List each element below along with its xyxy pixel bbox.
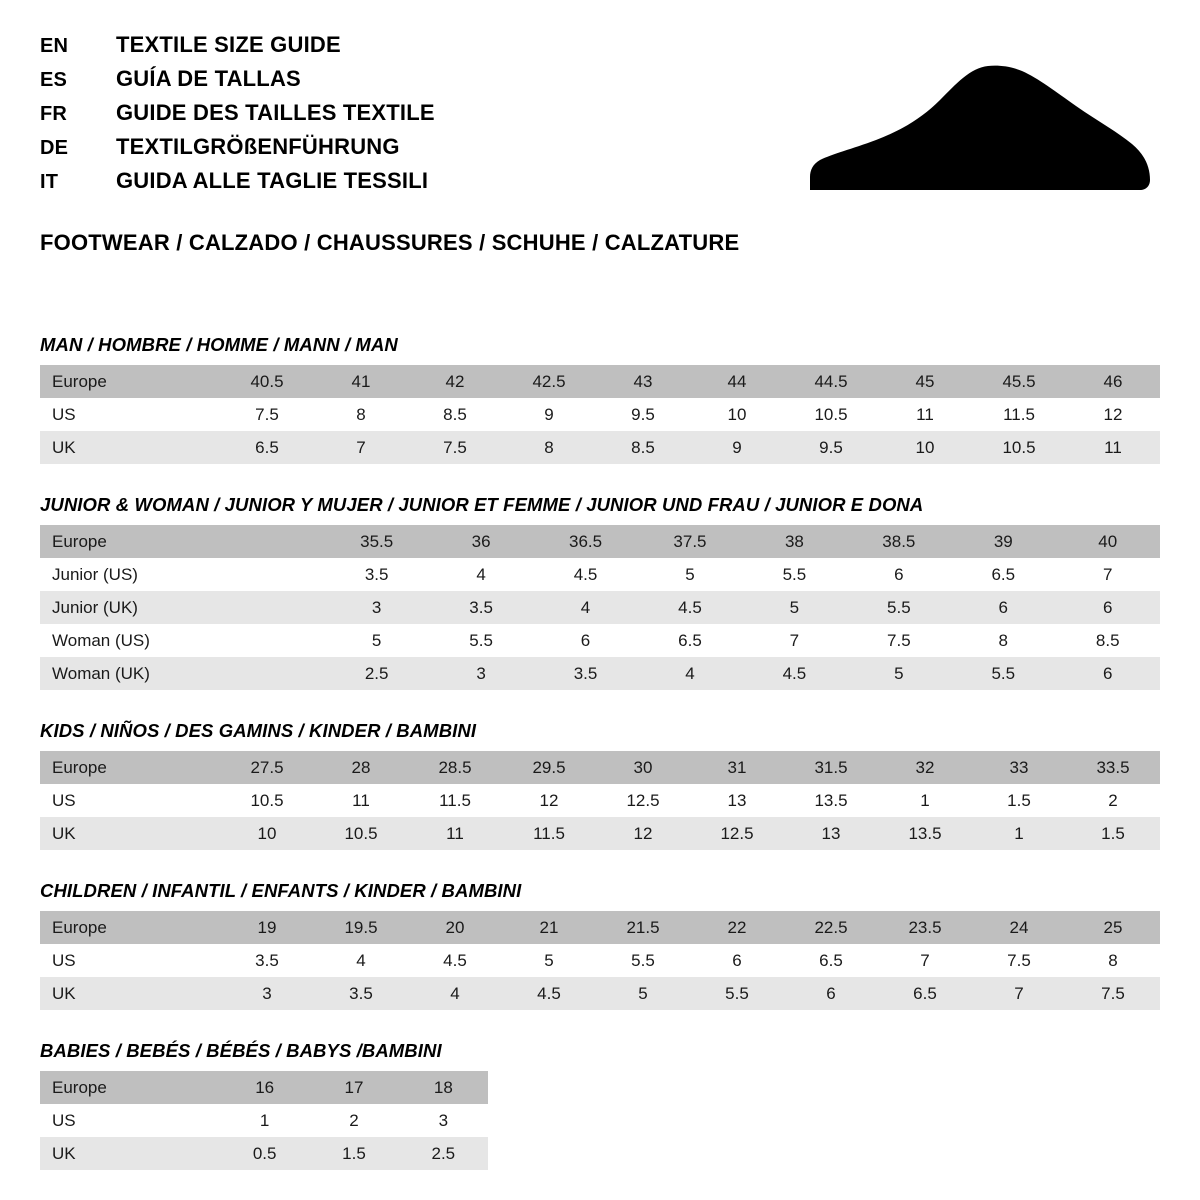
size-cell: 36 xyxy=(429,525,533,558)
size-cell: 7.5 xyxy=(1066,977,1160,1010)
row-label: Europe xyxy=(40,1071,220,1104)
size-cell: 24 xyxy=(972,911,1066,944)
size-cell: 7.5 xyxy=(408,431,502,464)
language-title: TEXTILE SIZE GUIDE xyxy=(116,32,341,57)
size-cell: 12.5 xyxy=(690,817,784,850)
size-cell xyxy=(220,657,324,690)
header xyxy=(40,34,1160,204)
size-section xyxy=(40,1040,1160,1170)
size-cell: 5 xyxy=(502,944,596,977)
size-cell: 22.5 xyxy=(784,911,878,944)
size-cell: 13.5 xyxy=(784,784,878,817)
size-cell: 5 xyxy=(596,977,690,1010)
table-row xyxy=(40,624,1160,657)
size-cell: 5.5 xyxy=(847,591,951,624)
size-cell: 5 xyxy=(638,558,742,591)
size-cell: 6.5 xyxy=(784,944,878,977)
size-cell: 2 xyxy=(309,1104,398,1137)
size-cell: 4.5 xyxy=(742,657,846,690)
size-cell: 8.5 xyxy=(596,431,690,464)
size-cell: 7 xyxy=(1056,558,1161,591)
row-label: US xyxy=(40,784,220,817)
language-code: ES xyxy=(40,69,68,91)
shoe-illustration xyxy=(800,34,1160,192)
size-cell: 32 xyxy=(878,751,972,784)
size-cell: 20 xyxy=(408,911,502,944)
size-cell: 11.5 xyxy=(972,398,1066,431)
row-label: Junior (US) xyxy=(40,558,220,591)
size-cell: 33.5 xyxy=(1066,751,1160,784)
language-title: TEXTILGRÖßENFÜHRUNG xyxy=(116,134,400,159)
size-cell: 27.5 xyxy=(220,751,314,784)
language-code: FR xyxy=(40,103,68,125)
size-cell: 1 xyxy=(878,784,972,817)
size-cell: 5.5 xyxy=(429,624,533,657)
size-cell: 1 xyxy=(972,817,1066,850)
size-cell: 0.5 xyxy=(220,1137,309,1170)
language-row xyxy=(40,34,435,56)
table-row xyxy=(40,817,1160,850)
size-cell: 13 xyxy=(690,784,784,817)
size-cell: 2.5 xyxy=(399,1137,488,1170)
size-cell: 11 xyxy=(1066,431,1160,464)
size-cell: 3.5 xyxy=(324,558,428,591)
size-cell: 11 xyxy=(408,817,502,850)
language-code: IT xyxy=(40,171,59,193)
size-cell: 7.5 xyxy=(972,944,1066,977)
size-cell: 44.5 xyxy=(784,365,878,398)
size-cell: 6.5 xyxy=(951,558,1055,591)
row-label: US xyxy=(40,1104,220,1137)
language-row xyxy=(40,102,435,124)
section-title: JUNIOR & WOMAN / JUNIOR Y MUJER / JUNIOR ET FEMME / JUNIOR UND FRAU / JUNIOR E DONA xyxy=(40,494,924,515)
size-cell: 36.5 xyxy=(533,525,637,558)
row-label: Europe xyxy=(40,911,220,944)
language-row xyxy=(40,170,435,192)
size-cell: 3.5 xyxy=(314,977,408,1010)
size-table xyxy=(40,751,1160,850)
language-title: GUÍA DE TALLAS xyxy=(116,66,301,91)
size-cell: 8 xyxy=(1066,944,1160,977)
size-cell: 37.5 xyxy=(638,525,742,558)
size-table xyxy=(40,525,1160,690)
size-cell: 17 xyxy=(309,1071,398,1104)
section-title: CHILDREN / INFANTIL / ENFANTS / KINDER / BAMBINI xyxy=(40,880,522,901)
size-cell: 4 xyxy=(638,657,742,690)
size-cell: 5 xyxy=(742,591,846,624)
size-cell: 3.5 xyxy=(533,657,637,690)
size-cell: 42 xyxy=(408,365,502,398)
size-cell: 1.5 xyxy=(1066,817,1160,850)
size-cell: 41 xyxy=(314,365,408,398)
size-cell: 21.5 xyxy=(596,911,690,944)
language-code: DE xyxy=(40,137,69,159)
size-cell: 4 xyxy=(408,977,502,1010)
size-cell xyxy=(220,591,324,624)
size-cell: 5 xyxy=(847,657,951,690)
size-cell: 6.5 xyxy=(220,431,314,464)
size-cell: 1.5 xyxy=(972,784,1066,817)
table-row xyxy=(40,1071,488,1104)
size-cell: 31 xyxy=(690,751,784,784)
table-row xyxy=(40,365,1160,398)
size-cell: 11 xyxy=(878,398,972,431)
size-cell: 10.5 xyxy=(784,398,878,431)
table-row xyxy=(40,431,1160,464)
size-cell: 4 xyxy=(314,944,408,977)
size-cell: 6 xyxy=(1056,591,1161,624)
size-cell: 25 xyxy=(1066,911,1160,944)
size-cell: 45 xyxy=(878,365,972,398)
size-cell: 2 xyxy=(1066,784,1160,817)
size-section xyxy=(40,880,1160,1010)
table-row xyxy=(40,1104,488,1137)
size-table xyxy=(40,365,1160,464)
table-row xyxy=(40,911,1160,944)
size-cell: 4 xyxy=(533,591,637,624)
table-row xyxy=(40,591,1160,624)
size-section xyxy=(40,720,1160,850)
size-cell: 8 xyxy=(314,398,408,431)
size-cell: 10 xyxy=(690,398,784,431)
size-table xyxy=(40,1071,488,1170)
size-cell: 11.5 xyxy=(502,817,596,850)
size-cell: 45.5 xyxy=(972,365,1066,398)
size-cell: 28 xyxy=(314,751,408,784)
size-cell: 9 xyxy=(690,431,784,464)
size-cell: 2.5 xyxy=(324,657,428,690)
size-cell: 35.5 xyxy=(324,525,428,558)
size-cell: 40.5 xyxy=(220,365,314,398)
table-row xyxy=(40,784,1160,817)
size-cell: 44 xyxy=(690,365,784,398)
size-cell: 1 xyxy=(220,1104,309,1137)
size-cell: 11.5 xyxy=(408,784,502,817)
size-cell: 9.5 xyxy=(784,431,878,464)
size-cell: 10.5 xyxy=(220,784,314,817)
table-row xyxy=(40,751,1160,784)
row-label: UK xyxy=(40,431,220,464)
size-cell: 30 xyxy=(596,751,690,784)
size-cell: 5.5 xyxy=(596,944,690,977)
size-cell: 28.5 xyxy=(408,751,502,784)
size-cell: 13.5 xyxy=(878,817,972,850)
size-cell: 21 xyxy=(502,911,596,944)
size-cell: 33 xyxy=(972,751,1066,784)
row-label: Junior (UK) xyxy=(40,591,220,624)
language-title-list xyxy=(40,34,435,204)
size-cell: 7 xyxy=(742,624,846,657)
table-row xyxy=(40,525,1160,558)
size-cell: 6.5 xyxy=(638,624,742,657)
size-cell: 6 xyxy=(847,558,951,591)
language-row xyxy=(40,136,435,158)
page-subtitle: FOOTWEAR / CALZADO / CHAUSSURES / SCHUHE / CALZATURE xyxy=(40,230,740,255)
size-cell: 43 xyxy=(596,365,690,398)
size-cell: 8 xyxy=(502,431,596,464)
size-cell: 19.5 xyxy=(314,911,408,944)
table-row xyxy=(40,1137,488,1170)
size-cell: 1.5 xyxy=(309,1137,398,1170)
size-cell: 38 xyxy=(742,525,846,558)
dress-shoe-icon xyxy=(810,62,1150,192)
size-cell: 3.5 xyxy=(429,591,533,624)
table-row xyxy=(40,558,1160,591)
size-cell: 40 xyxy=(1056,525,1161,558)
table-row xyxy=(40,944,1160,977)
size-cell: 3 xyxy=(429,657,533,690)
size-cell: 38.5 xyxy=(847,525,951,558)
row-label: Europe xyxy=(40,751,220,784)
size-cell: 3 xyxy=(399,1104,488,1137)
size-section xyxy=(40,334,1160,464)
language-code: EN xyxy=(40,35,69,57)
size-cell: 10.5 xyxy=(972,431,1066,464)
row-label: US xyxy=(40,944,220,977)
size-cell: 7.5 xyxy=(847,624,951,657)
size-cell: 9.5 xyxy=(596,398,690,431)
size-cell: 4.5 xyxy=(502,977,596,1010)
size-section xyxy=(40,494,1160,690)
language-row xyxy=(40,68,435,90)
row-label: UK xyxy=(40,817,220,850)
size-cell: 8.5 xyxy=(1056,624,1161,657)
size-cell: 9 xyxy=(502,398,596,431)
size-cell: 3 xyxy=(324,591,428,624)
size-cell: 6 xyxy=(951,591,1055,624)
size-cell: 6 xyxy=(533,624,637,657)
size-cell: 7 xyxy=(878,944,972,977)
size-cell: 11 xyxy=(314,784,408,817)
sections-container xyxy=(40,334,1160,1170)
size-cell: 8.5 xyxy=(408,398,502,431)
language-title: GUIDA ALLE TAGLIE TESSILI xyxy=(116,168,429,193)
size-cell: 22 xyxy=(690,911,784,944)
size-cell: 8 xyxy=(951,624,1055,657)
size-cell: 5 xyxy=(324,624,428,657)
size-cell: 12 xyxy=(1066,398,1160,431)
section-title: BABIES / BEBÉS / BÉBÉS / BABYS /BAMBINI xyxy=(40,1040,442,1061)
size-cell xyxy=(220,558,324,591)
size-cell: 13 xyxy=(784,817,878,850)
size-cell: 4.5 xyxy=(533,558,637,591)
size-cell: 7.5 xyxy=(220,398,314,431)
table-row xyxy=(40,398,1160,431)
size-cell: 5.5 xyxy=(742,558,846,591)
size-cell: 12 xyxy=(596,817,690,850)
size-cell: 5.5 xyxy=(690,977,784,1010)
size-cell: 4.5 xyxy=(408,944,502,977)
size-cell: 19 xyxy=(220,911,314,944)
size-cell: 4 xyxy=(429,558,533,591)
row-label: UK xyxy=(40,1137,220,1170)
size-cell xyxy=(220,624,324,657)
row-label: Woman (UK) xyxy=(40,657,220,690)
section-title: KIDS / NIÑOS / DES GAMINS / KINDER / BAMBINI xyxy=(40,720,477,741)
size-cell: 6 xyxy=(1056,657,1161,690)
row-label: Woman (US) xyxy=(40,624,220,657)
section-title: MAN / HOMBRE / HOMME / MANN / MAN xyxy=(40,334,398,355)
row-label: US xyxy=(40,398,220,431)
size-cell: 29.5 xyxy=(502,751,596,784)
size-table xyxy=(40,911,1160,1010)
size-cell: 46 xyxy=(1066,365,1160,398)
row-label: Europe xyxy=(40,525,220,558)
row-label: Europe xyxy=(40,365,220,398)
size-cell: 7 xyxy=(972,977,1066,1010)
table-row xyxy=(40,657,1160,690)
size-cell: 6 xyxy=(784,977,878,1010)
size-cell: 10.5 xyxy=(314,817,408,850)
size-cell: 16 xyxy=(220,1071,309,1104)
size-cell: 5.5 xyxy=(951,657,1055,690)
size-cell: 42.5 xyxy=(502,365,596,398)
size-cell: 10 xyxy=(220,817,314,850)
size-cell: 3.5 xyxy=(220,944,314,977)
size-cell: 7 xyxy=(314,431,408,464)
row-label: UK xyxy=(40,977,220,1010)
size-cell: 31.5 xyxy=(784,751,878,784)
size-cell: 23.5 xyxy=(878,911,972,944)
size-cell: 6.5 xyxy=(878,977,972,1010)
size-cell: 3 xyxy=(220,977,314,1010)
size-cell: 39 xyxy=(951,525,1055,558)
size-cell: 10 xyxy=(878,431,972,464)
size-cell xyxy=(220,525,324,558)
language-title: GUIDE DES TAILLES TEXTILE xyxy=(116,100,435,125)
size-cell: 12.5 xyxy=(596,784,690,817)
size-cell: 6 xyxy=(690,944,784,977)
size-cell: 4.5 xyxy=(638,591,742,624)
size-cell: 12 xyxy=(502,784,596,817)
size-cell: 18 xyxy=(399,1071,488,1104)
table-row xyxy=(40,977,1160,1010)
